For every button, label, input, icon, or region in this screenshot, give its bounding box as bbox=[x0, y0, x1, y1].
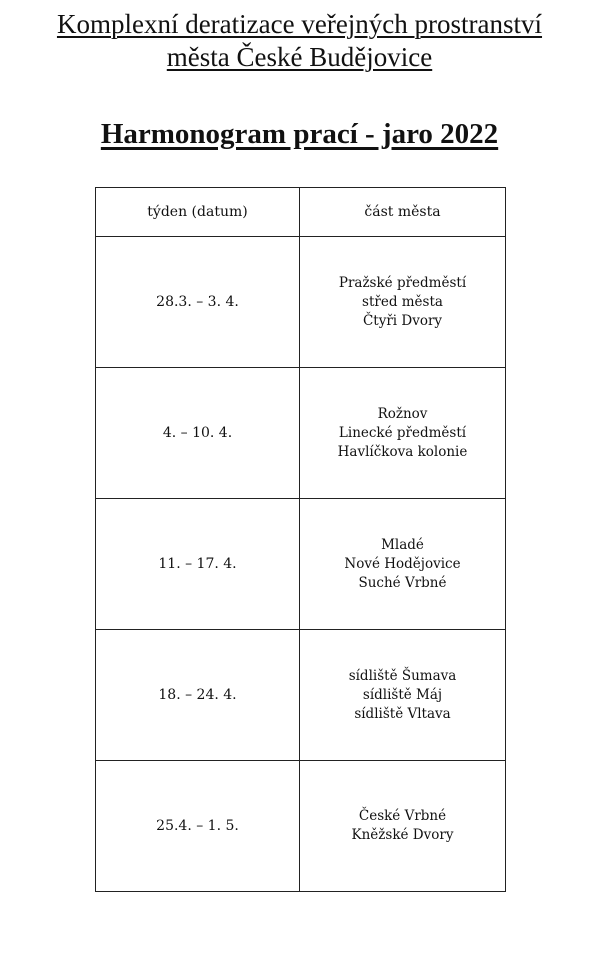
table-row bbox=[96, 237, 506, 368]
area-name: sídliště Máj bbox=[362, 686, 443, 703]
area-cell bbox=[300, 630, 506, 761]
schedule-heading bbox=[0, 117, 599, 151]
document-title-line-1: Komplexní deratizace veřejných prostranství bbox=[56, 9, 543, 39]
table-row bbox=[96, 761, 506, 892]
area-name: Kněžské Dvory bbox=[351, 827, 454, 843]
area-name: Nové Hodějovice bbox=[344, 555, 461, 572]
area-name: Rožnov bbox=[377, 405, 428, 422]
table-row bbox=[96, 368, 506, 499]
document-title-line-2: města České Budějovice bbox=[166, 42, 433, 72]
area-name: Suché Vrbné bbox=[358, 574, 447, 591]
table-row bbox=[96, 499, 506, 630]
area-name: Čtyři Dvory bbox=[362, 312, 443, 329]
area-name: Havlíčkova kolonie bbox=[337, 443, 468, 460]
week-cell: 25.4. – 1. 5. bbox=[96, 761, 300, 892]
week-cell: 4. – 10. 4. bbox=[96, 368, 300, 499]
area-name: Linecké předměstí bbox=[338, 424, 467, 441]
week-cell: 18. – 24. 4. bbox=[96, 630, 300, 761]
header-area: část města bbox=[300, 188, 506, 237]
schedule-heading-text: Harmonogram prací - jaro 2022 bbox=[100, 118, 499, 150]
schedule-table bbox=[95, 187, 506, 892]
area-name: sídliště Vltava bbox=[354, 705, 451, 722]
area-cell bbox=[300, 499, 506, 630]
area-cell bbox=[300, 761, 506, 892]
area-name: České Vrbné bbox=[358, 808, 447, 824]
area-name: Pražské předměstí bbox=[338, 274, 467, 291]
document-title bbox=[0, 8, 599, 74]
area-cell bbox=[300, 368, 506, 499]
area-cell bbox=[300, 237, 506, 368]
header-week: týden (datum) bbox=[96, 188, 300, 237]
week-cell: 11. – 17. 4. bbox=[96, 499, 300, 630]
area-name: sídliště Šumava bbox=[348, 667, 457, 684]
table-row bbox=[96, 630, 506, 761]
table-header-row bbox=[96, 188, 506, 237]
area-name: střed města bbox=[362, 293, 443, 310]
week-cell: 28.3. – 3. 4. bbox=[96, 237, 300, 368]
area-name: Mladé bbox=[381, 536, 424, 553]
